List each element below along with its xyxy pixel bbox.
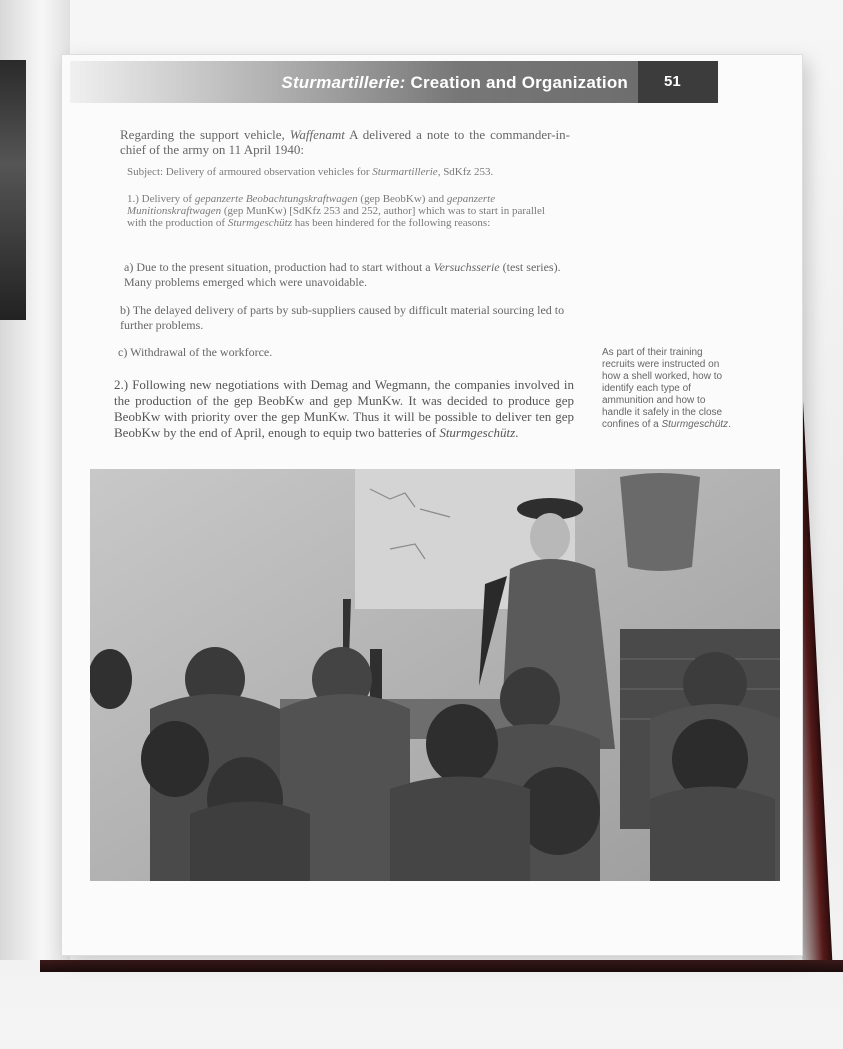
memo-subject: Subject: Delivery of armoured observation vehicles for Sturmartillerie, SdKfz 253. — [127, 166, 494, 178]
page-number: 51 — [664, 73, 681, 90]
memo-item-c: c) Withdrawal of the workforce. — [118, 345, 273, 359]
left-page-edge — [0, 0, 70, 960]
photo-illustration — [90, 469, 780, 881]
training-photo — [90, 469, 780, 881]
book-cover-bottom — [40, 960, 843, 972]
chapter-title: Sturmartillerie: Creation and Organization — [281, 73, 628, 92]
page-number-box — [638, 61, 718, 103]
wall-basket — [620, 473, 700, 571]
left-page-photo-fragment — [0, 60, 26, 320]
running-header — [70, 61, 718, 103]
memo-item-2: 2.) Following new negotiations with Demag and Wegmann, the companies involved in the production of the gep BeobKw and gep MunKw. It was decided to produce gep BeobKw with priority over the gep MunKw. Thus it will be possible to deliver ten gep BeobKw by the end of April, enough to equip two batteries of Sturmgeschütz. — [114, 377, 574, 440]
intro-paragraph: Regarding the support vehicle, Waffenamt A delivered a note to the commander-in-chief of the army on 11 April 1940: — [120, 127, 570, 157]
book-page — [62, 55, 802, 955]
memo-item-b: b) The delayed delivery of parts by sub-suppliers caused by difficult material sourcing led to further problems. — [120, 303, 565, 332]
photo-caption: As part of their training recruits were instructed on how a shell worked, how to identify each type of ammunition and how to handle it safely in the close confines of a Sturmgeschütz. — [602, 347, 731, 430]
memo-item-1: 1.) Delivery of gepanzerte Beobachtungskraftwagen (gep BeobKw) and gepanzerte Munitionskraftwagen (gep MunKw) [SdKfz 253 and 252, author] which was to start in parallel with the production of Sturmgeschütz has been hindered for the following reasons: — [127, 193, 545, 229]
memo-item-a: a) Due to the present situation, production had to start without a Versuchsserie (test series). Many problems emerged which were unavoidable. — [124, 260, 561, 289]
instructor-face — [530, 513, 570, 561]
